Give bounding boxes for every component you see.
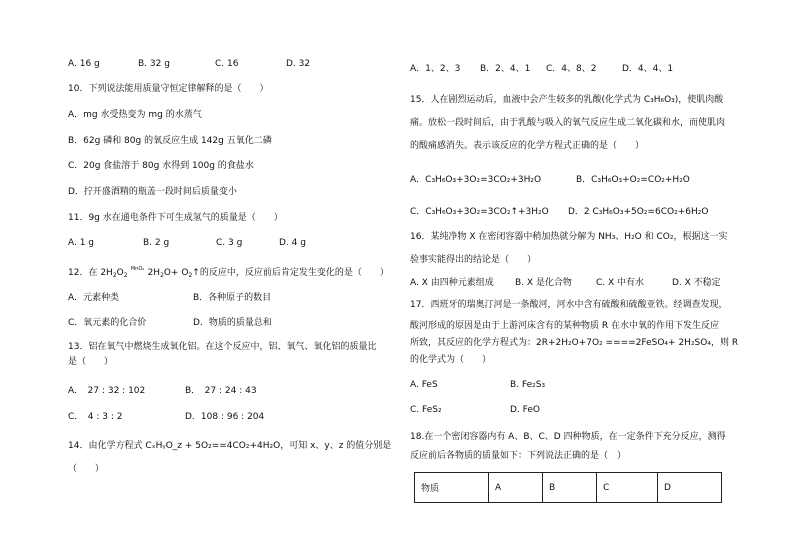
- q15-stem-line1: 15．人在剧烈运动后，血液中会产生较多的乳酸(化学式为 C₃H₆O₃)，使肌肉酸: [410, 95, 724, 105]
- q11-stem: 11．9g 水在通电条件下可生成氢气的质量是（ ）: [68, 213, 283, 223]
- q17-option-c[interactable]: C. FeS₂: [410, 405, 442, 415]
- q17-option-b[interactable]: B. Fe₂S₃: [510, 380, 546, 390]
- q14-option-b[interactable]: B．2、4、1: [480, 64, 531, 74]
- q16-option-b[interactable]: B. X 是化合物: [515, 278, 572, 288]
- q12-option-d[interactable]: D．物质的质量总和: [193, 318, 272, 328]
- q15-option-c[interactable]: C．C₃H₆O₃+3O₂=3CO₂↑+3H₂O: [410, 207, 549, 217]
- q13-stem-line2: 是（ ）: [68, 357, 114, 367]
- q13-option-c[interactable]: C． 4 : 3 : 2: [68, 412, 123, 422]
- q18-mass-table: [414, 472, 722, 503]
- q17-stem-line3: 所致，其反应的化学方程式为：2R+2H₂O+7O₂ ====2FeSO₄+ 2H₂SO₄，则 R: [410, 338, 739, 348]
- q17-option-d[interactable]: D. FeO: [510, 405, 540, 415]
- q12-option-a[interactable]: A．元素种类: [68, 293, 120, 303]
- q18-stem-line2: 反应前后各物质的质量如下：下列说法正确的是（ ）: [410, 451, 627, 461]
- q13-option-b[interactable]: B． 27 : 24 : 43: [185, 386, 257, 396]
- q15-option-b[interactable]: B．C₃H₆O₃+O₂=CO₂+H₂O: [576, 175, 690, 185]
- q9-option-c[interactable]: C. 16: [215, 59, 239, 69]
- q16-stem-line2: 验事实能得出的结论是（ ）: [410, 255, 537, 265]
- q14-option-a[interactable]: A．1、2、3: [410, 64, 461, 74]
- q10-stem: 10．下列说法能用质量守恒定律解释的是（ ）: [68, 84, 269, 94]
- q12-option-b[interactable]: B．各种原子的数目: [193, 293, 272, 303]
- q14-option-c[interactable]: C．4、8、2: [546, 64, 597, 74]
- q9-option-d[interactable]: D. 32: [286, 59, 311, 69]
- q9-option-b[interactable]: B. 32 g: [138, 59, 170, 69]
- q13-option-a[interactable]: A． 27 : 32 : 102: [68, 386, 146, 396]
- table-header-cell: B: [543, 473, 597, 503]
- q13-option-d[interactable]: D．108 : 96 : 204: [185, 412, 265, 422]
- q11-option-a[interactable]: A. 1 g: [68, 238, 95, 248]
- q12-stem: 12．在 $2H_2O_2MnO_2$ $2H_2O+$ $O_2↑$的反应中，反应前后肯定发生变化的是（ ）: [68, 263, 389, 279]
- table-header-cell: C: [597, 473, 658, 503]
- table-header-cell: 物质: [415, 473, 489, 503]
- q16-option-a[interactable]: A. X 由四种元素组成: [410, 278, 494, 288]
- q17-stem-line2: 酸河形成的原因是由于上游河床含有的某种物质 R 在水中氧的作用下发生反应: [410, 321, 719, 331]
- q12-option-c[interactable]: C．氧元素的化合价: [68, 318, 147, 328]
- q17-stem-line1: 17．西班牙的瑞奥汀河是一条酸河，河水中含有硫酸和硫酸亚铁。经调查发现，: [410, 300, 728, 310]
- q16-option-d[interactable]: D. X 不稳定: [672, 278, 721, 288]
- q10-option-b[interactable]: B．62g 磷和 80g 的氧反应生成 142g 五氧化二磷: [68, 136, 272, 146]
- table-header-cell: A: [489, 473, 543, 503]
- q11-option-b[interactable]: B. 2 g: [143, 238, 170, 248]
- reaction-condition: MnO₂: [130, 266, 145, 272]
- q16-stem-line1: 16．某纯净物 X 在密闭容器中稍加热就分解为 NH₃、H₂O 和 CO₂，根据这一实: [410, 232, 728, 242]
- table-row: [415, 473, 722, 503]
- q18-stem-line1: 18.在一个密闭容器内有 A、B、C、D 四种物质，在一定条件下充分反应，测得: [410, 432, 726, 442]
- q14-stem-line2: （ ）: [68, 464, 105, 474]
- q11-option-d[interactable]: D. 4 g: [279, 238, 306, 248]
- q10-option-a[interactable]: A．mg 水受热变为 mg 的水蒸气: [68, 110, 202, 120]
- q15-stem-line3: 的酸痛感消失。表示该反应的化学方程式正确的是（ ）: [410, 141, 645, 151]
- q17-option-a[interactable]: A. FeS: [410, 380, 438, 390]
- q10-option-d[interactable]: D．拧开盛酒精的瓶盖一段时间后质量变小: [68, 187, 237, 197]
- q16-option-c[interactable]: C. X 中有水: [596, 278, 645, 288]
- q15-option-d[interactable]: D．2 C₃H₆O₃+5O₂=6CO₂+6H₂O: [568, 207, 709, 217]
- q15-stem-line2: 痛。放松一段时间后，由于乳酸与吸入的氧气反应生成二氧化碳和水，而使肌肉: [410, 118, 726, 128]
- q14-option-d[interactable]: D．4、4、1: [622, 64, 674, 74]
- q11-option-c[interactable]: C. 3 g: [216, 238, 243, 248]
- q9-option-a[interactable]: A. 16 g: [68, 59, 100, 69]
- q15-option-a[interactable]: A．C₃H₆O₃+3O₂=3CO₂+3H₂O: [410, 175, 542, 185]
- q13-stem-line1: 13．铝在氧气中燃烧生成氧化铝。在这个反应中，铝、氧气、氧化铝的质量比: [68, 342, 377, 352]
- q10-option-c[interactable]: C．20g 食盐溶于 80g 水得到 100g 的食盐水: [68, 161, 254, 171]
- q14-stem-line1: 14．由化学方程式 CₓHᵧO_z + 5O₂==4CO₂+4H₂O，可知 x、y、z 的值分别是: [68, 441, 392, 451]
- table-header-cell: D: [658, 473, 722, 503]
- q17-stem-line4: 的化学式为（ ）: [410, 355, 492, 365]
